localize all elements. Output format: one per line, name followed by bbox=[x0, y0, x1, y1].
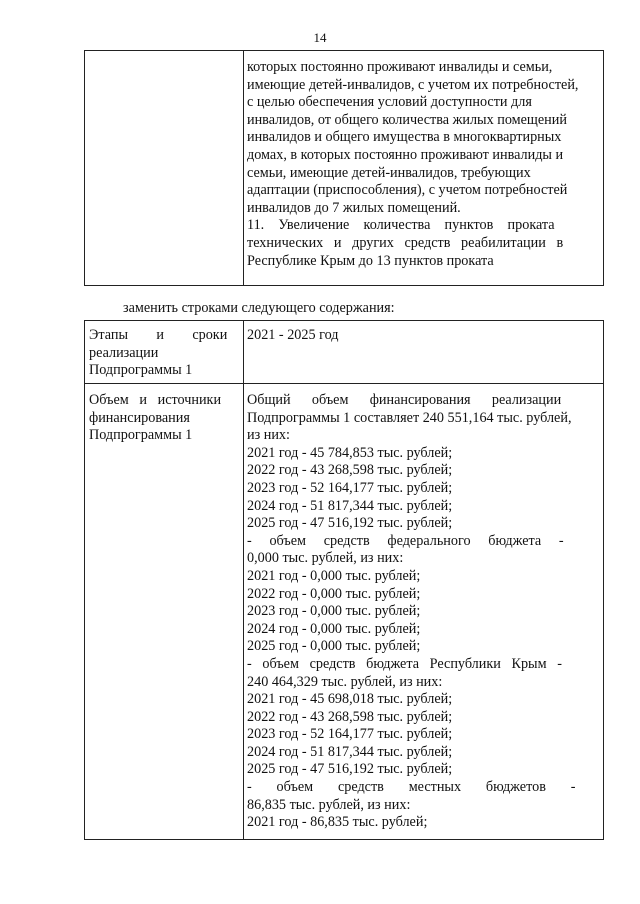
text-line: домах, в которых постоянно проживают инвалиды и bbox=[247, 146, 564, 163]
replacement-intro: заменить строками следующего содержания: bbox=[123, 300, 395, 316]
text-line: реализации bbox=[89, 344, 159, 361]
row-divider bbox=[85, 383, 603, 384]
text-line: из них: bbox=[247, 427, 290, 444]
text-line: 2022 год - 0,000 тыс. рублей; bbox=[247, 585, 421, 602]
text-line: 2024 год - 51 817,344 тыс. рублей; bbox=[247, 743, 453, 760]
text-line: 2025 год - 47 516,192 тыс. рублей; bbox=[247, 761, 453, 778]
text-line: 2021 год - 0,000 тыс. рублей; bbox=[247, 567, 421, 584]
text-line: 11. Увеличение количества пунктов проката bbox=[247, 217, 555, 234]
text-line: 2021 год - 45 784,853 тыс. рублей; bbox=[247, 444, 453, 461]
text-line: Республике Крым до 13 пунктов проката bbox=[247, 252, 494, 269]
column-divider bbox=[243, 51, 244, 285]
text-line: 2025 год - 0,000 тыс. рублей; bbox=[247, 638, 421, 655]
text-line: 240 464,329 тыс. рублей, из них: bbox=[247, 673, 443, 690]
text-line: инвалидов до 7 жилых помещений. bbox=[247, 199, 461, 216]
table-main bbox=[84, 320, 604, 840]
text-line: семьи, имеющие детей-инвалидов, требующих bbox=[247, 164, 531, 181]
financing-label-cell bbox=[89, 392, 241, 445]
text-line: - объем средств бюджета Республики Крым - bbox=[247, 655, 562, 672]
text-line: 86,835 тыс. рублей, из них: bbox=[247, 796, 411, 813]
column-divider bbox=[243, 321, 244, 839]
text-line: 2021 год - 86,835 тыс. рублей; bbox=[247, 814, 428, 831]
text-line: - объем средств местных бюджетов - bbox=[247, 779, 576, 796]
table-continuation bbox=[84, 50, 604, 286]
text-line: 2024 год - 51 817,344 тыс. рублей; bbox=[247, 497, 453, 514]
text-line: Этапы и сроки bbox=[89, 327, 228, 343]
stages-value-cell: 2021 - 2025 год bbox=[247, 327, 339, 343]
text-line: инвалидов, от общего количества жилых помещений bbox=[247, 111, 567, 128]
text-line: Подпрограммы 1 составляет 240 551,164 тыс. рублей, bbox=[247, 409, 572, 426]
text-line: инвалидов и общего имущества в многоквартирных bbox=[247, 129, 562, 146]
text-line: - объем средств федерального бюджета - bbox=[247, 532, 564, 549]
text-line: 2021 год - 45 698,018 тыс. рублей; bbox=[247, 691, 453, 708]
text-line: адаптации (приспособления), с учетом потребностей bbox=[247, 182, 568, 199]
text-line: технических и других средств реабилитации в bbox=[247, 234, 564, 251]
text-line: финансирования bbox=[89, 409, 190, 426]
page-number: 14 bbox=[313, 30, 327, 45]
text-line: 2022 год - 43 268,598 тыс. рублей; bbox=[247, 462, 453, 479]
text-line: Подпрограммы 1 bbox=[89, 362, 193, 379]
text-line: 2023 год - 52 164,177 тыс. рублей; bbox=[247, 479, 453, 496]
text-line: Подпрограммы 1 bbox=[89, 427, 193, 444]
text-line: которых постоянно проживают инвалиды и семьи, bbox=[247, 59, 553, 75]
text-line: 2024 год - 0,000 тыс. рублей; bbox=[247, 620, 421, 637]
text-line: 0,000 тыс. рублей, из них: bbox=[247, 550, 404, 567]
text-line: 2025 год - 47 516,192 тыс. рублей; bbox=[247, 515, 453, 532]
stages-label-cell bbox=[89, 327, 241, 380]
text-line: Объем и источники bbox=[89, 392, 222, 408]
financing-value-cell bbox=[247, 392, 601, 832]
text-line: 2023 год - 52 164,177 тыс. рублей; bbox=[247, 726, 453, 743]
text-line: имеющие детей-инвалидов, с учетом их потребностей, bbox=[247, 76, 579, 93]
table-continuation-right-cell bbox=[247, 59, 601, 270]
text-line: 2023 год - 0,000 тыс. рублей; bbox=[247, 603, 421, 620]
text-line: Общий объем финансирования реализации bbox=[247, 392, 562, 408]
text-line: с целью обеспечения условий доступности для bbox=[247, 94, 532, 111]
text-line: 2022 год - 43 268,598 тыс. рублей; bbox=[247, 708, 453, 725]
